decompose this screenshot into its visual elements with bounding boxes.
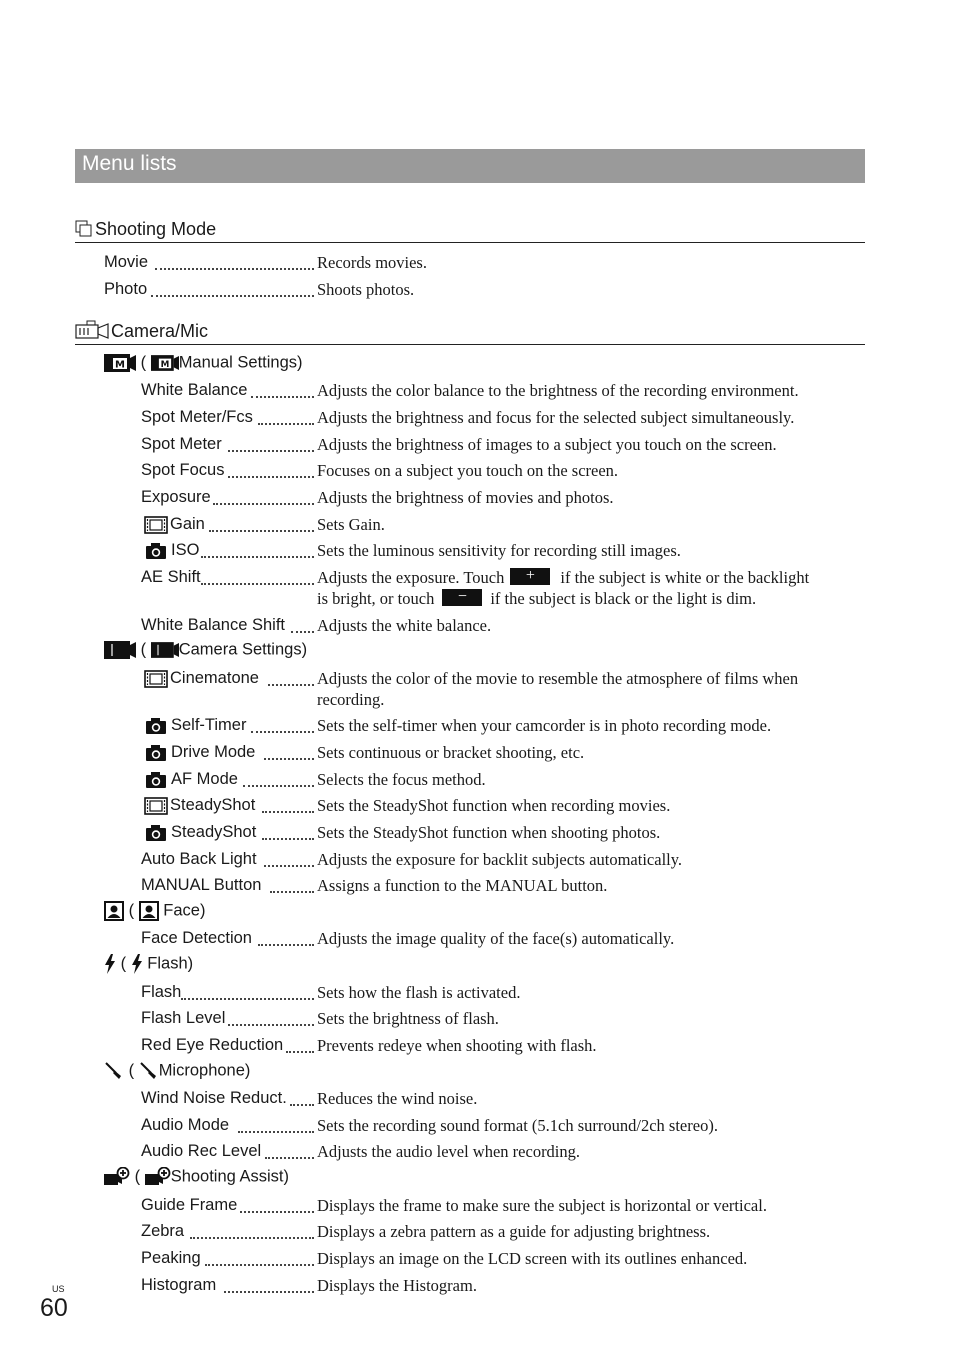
group-heading: Microphone) — [158, 1061, 251, 1080]
item-desc: Sets the luminous sensitivity for recording still images. — [317, 541, 681, 560]
photo-camera-icon — [145, 542, 167, 560]
flash-icon — [131, 954, 143, 974]
leader-dots — [258, 405, 314, 425]
group-heading: Face) — [163, 901, 206, 920]
leader-dots — [228, 432, 314, 452]
film-icon — [144, 516, 168, 534]
leader-dots — [151, 277, 314, 297]
item-label: Flash — [141, 983, 182, 1001]
item-label: Gain — [170, 515, 205, 533]
item-desc: Sets continuous or bracket shooting, etc. — [317, 743, 585, 762]
item-desc: Assigns a function to the MANUAL button. — [317, 876, 608, 895]
item-label: Audio Rec Level — [141, 1142, 262, 1160]
item-label: Photo — [104, 280, 148, 298]
item-label: Red Eye Reduction — [141, 1036, 284, 1054]
item-desc: Sets the SteadyShot function when shooting photos. — [317, 823, 661, 842]
microphone-icon — [139, 1061, 159, 1081]
item-label: Self-Timer — [171, 716, 247, 734]
item-desc: Sets the SteadyShot function when recording movies. — [317, 796, 671, 815]
item-desc: Adjusts the brightness and focus for the selected subject simultaneously. — [317, 408, 795, 427]
group-microphone — [104, 1061, 250, 1085]
item-label: SteadyShot — [170, 796, 256, 814]
item-desc: Sets the recording sound format (5.1ch surround/2ch stereo). — [317, 1116, 718, 1135]
section-shooting-mode — [75, 215, 865, 243]
item-desc: Adjusts the color balance to the brightness of the recording environment. — [317, 381, 799, 400]
page-region: US — [52, 1284, 65, 1294]
item-desc: Selects the focus method. — [317, 770, 486, 789]
item-label: Histogram — [141, 1276, 217, 1294]
item-desc: Displays a zebra pattern as a guide for adjusting brightness. — [317, 1222, 711, 1241]
group-heading: Camera Settings) — [178, 640, 308, 659]
item-label: Spot Focus — [141, 461, 225, 479]
item-desc: Sets the brightness of flash. — [317, 1009, 499, 1028]
leader-dots — [243, 767, 314, 787]
item-label: Cinematone — [170, 669, 259, 687]
item-label: Spot Meter — [141, 435, 222, 453]
leader-dots — [270, 873, 314, 893]
item-desc: Adjusts the brightness of images to a subject you touch on the screen. — [317, 435, 777, 454]
leader-dots — [205, 1246, 314, 1266]
item-label: SteadyShot — [171, 823, 257, 841]
item-label: Zebra — [141, 1222, 185, 1240]
leader-dots — [224, 1273, 314, 1293]
leader-dots — [181, 980, 314, 1000]
leader-dots — [251, 713, 314, 733]
leader-dots — [201, 538, 314, 558]
item-label: Peaking — [141, 1249, 201, 1267]
leader-dots — [190, 1219, 314, 1239]
leader-dots — [268, 666, 314, 686]
photo-camera-icon — [145, 771, 167, 789]
item-desc: Adjusts the image quality of the face(s) automatically. — [317, 929, 675, 948]
leader-dots — [228, 458, 314, 478]
leader-dots — [265, 1139, 314, 1159]
group-camera-settings — [104, 640, 307, 664]
leader-dots — [228, 1006, 314, 1026]
leader-dots — [201, 565, 314, 585]
film-icon — [144, 670, 168, 688]
item-desc: Sets how the flash is activated. — [317, 983, 521, 1002]
item-label: White Balance — [141, 381, 248, 399]
leader-dots — [209, 512, 314, 532]
page-title: Menu lists — [82, 152, 177, 175]
manual-settings-icon — [151, 354, 179, 372]
photo-camera-icon — [145, 744, 167, 762]
item-label: ISO — [171, 541, 200, 559]
paren: ( — [140, 640, 147, 659]
item-label: Flash Level — [141, 1009, 226, 1027]
leader-dots — [262, 793, 314, 813]
item-desc: Sets Gain. — [317, 515, 385, 534]
item-desc: Records movies. — [317, 253, 427, 272]
item-desc-line2: recording. — [317, 690, 385, 709]
shooting-mode-icon — [75, 220, 95, 238]
group-heading: Manual Settings) — [178, 353, 303, 372]
item-desc: Adjusts the brightness of movies and photos. — [317, 488, 614, 507]
item-label: AE Shift — [141, 568, 201, 586]
item-label: Movie — [104, 253, 149, 271]
camcorder-icon — [75, 320, 111, 340]
flash-icon — [104, 954, 116, 974]
leader-dots — [291, 613, 314, 633]
photo-camera-icon — [145, 824, 167, 842]
camera-settings-icon — [104, 640, 136, 660]
paren: ( — [134, 1167, 141, 1186]
item-label: Wind Noise Reduct. — [141, 1089, 287, 1107]
item-desc: Adjusts the exposure. Touch + if the subject is white or the backlight — [317, 567, 810, 587]
item-desc: Adjusts the audio level when recording. — [317, 1142, 581, 1161]
item-label: Auto Back Light — [141, 850, 257, 868]
paren: ( — [128, 1061, 135, 1080]
manual-settings-icon — [104, 353, 136, 373]
svg-text:M: M — [160, 359, 170, 370]
svg-text:M: M — [115, 359, 125, 371]
plus-button-icon: + — [510, 568, 550, 585]
item-label: MANUAL Button — [141, 876, 262, 894]
paren: ( — [120, 954, 127, 973]
face-icon — [104, 901, 124, 921]
title-bar — [75, 149, 865, 183]
group-heading: Shooting Assist) — [170, 1167, 289, 1186]
section-heading: Shooting Mode — [95, 219, 217, 239]
item-desc: Focuses on a subject you touch on the screen. — [317, 461, 619, 480]
group-shooting-assist — [104, 1167, 289, 1191]
group-flash — [104, 954, 193, 978]
item-label: Drive Mode — [171, 743, 256, 761]
item-desc: Displays an image on the LCD screen with its outlines enhanced. — [317, 1249, 748, 1268]
shooting-assist-icon — [145, 1167, 171, 1187]
page-number: 60 — [40, 1294, 68, 1322]
item-desc: Prevents redeye when shooting with flash. — [317, 1036, 597, 1055]
item-desc: Adjusts the white balance. — [317, 616, 492, 635]
leader-dots — [238, 1113, 314, 1133]
item-desc: Sets the self-timer when your camcorder is in photo recording mode. — [317, 716, 772, 735]
leader-dots — [264, 740, 314, 760]
item-label: Guide Frame — [141, 1196, 238, 1214]
item-label: White Balance Shift — [141, 616, 285, 634]
item-label: Audio Mode — [141, 1116, 230, 1134]
group-manual-settings — [104, 353, 303, 377]
item-desc: Adjusts the color of the movie to resemble the atmosphere of films when — [317, 669, 799, 688]
leader-dots — [213, 485, 314, 505]
leader-dots — [240, 1193, 314, 1213]
group-heading: Flash) — [147, 954, 194, 973]
item-desc: Displays the Histogram. — [317, 1276, 477, 1295]
leader-dots — [262, 820, 314, 840]
item-desc: Shoots photos. — [317, 280, 415, 299]
item-desc-line2: is bright, or touch − if the subject is black or the light is dim. — [317, 588, 757, 608]
shooting-assist-icon — [104, 1167, 130, 1187]
leader-dots — [251, 378, 314, 398]
photo-camera-icon — [145, 717, 167, 735]
leader-dots — [286, 1033, 314, 1053]
leader-dots — [155, 250, 314, 270]
section-heading: Camera/Mic — [111, 321, 209, 341]
leader-dots — [290, 1086, 314, 1106]
face-icon — [139, 901, 159, 921]
leader-dots — [264, 847, 314, 867]
leader-dots — [258, 926, 314, 946]
paren: ( — [140, 353, 147, 372]
item-label: Face Detection — [141, 929, 252, 947]
item-label: Exposure — [141, 488, 211, 506]
item-label: Spot Meter/Fcs — [141, 408, 253, 426]
minus-button-icon: − — [442, 589, 482, 606]
item-desc: Adjusts the exposure for backlit subjects automatically. — [317, 850, 683, 869]
item-desc: Reduces the wind noise. — [317, 1089, 478, 1108]
group-face — [104, 901, 205, 925]
camera-settings-icon — [151, 641, 179, 659]
microphone-icon — [104, 1061, 124, 1081]
film-icon — [144, 797, 168, 815]
item-label: AF Mode — [171, 770, 238, 788]
section-camera-mic — [75, 317, 865, 345]
paren: ( — [128, 901, 135, 920]
item-desc: Displays the frame to make sure the subject is horizontal or vertical. — [317, 1196, 767, 1215]
